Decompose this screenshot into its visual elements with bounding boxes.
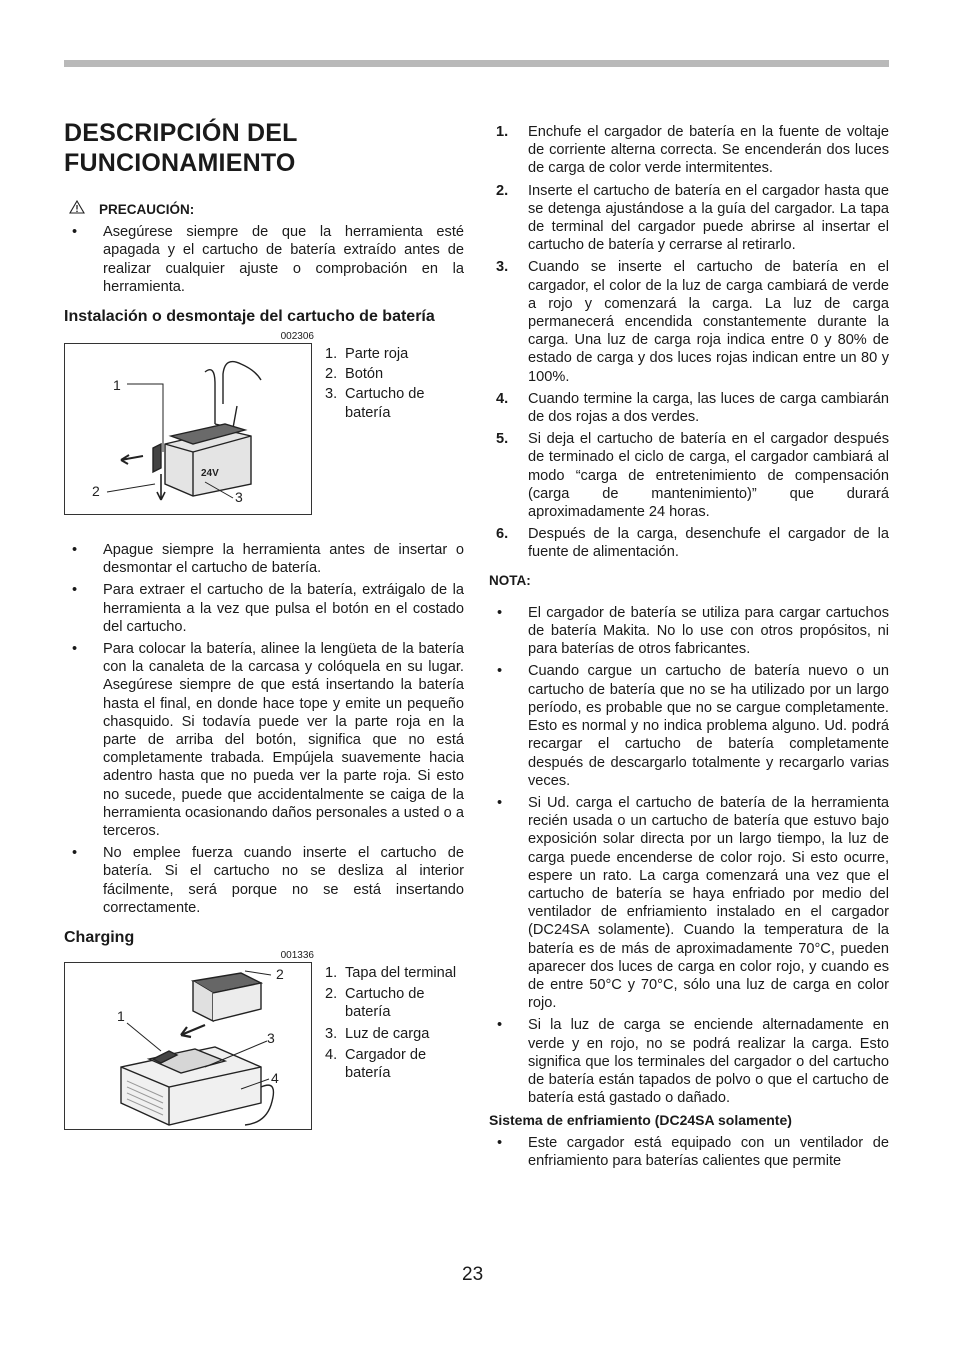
- svg-text:24V: 24V: [201, 468, 219, 480]
- list-item: • No emplee fuerza cuando inserte el cartucho de batería. Si el cartucho no se desliza al interior fácilmente, será porque no se está insertando correctamente.: [64, 844, 464, 917]
- list-item: • Cuando cargue un cartucho de batería nuevo o un cartucho de batería que no se ha utilizado por un largo período, es probable que no se cargue completamente. Esto es normal y no indica problema alguno. Ud. podrá recargar el cartucho de batería completamente después de descargarlo totalmente y recargarlo varias veces.: [489, 662, 889, 789]
- callout-2: 2: [92, 483, 100, 500]
- step-item: 6. Después de la carga, desenchufe el cargador de la fuente de alimentación.: [496, 526, 889, 561]
- callout-4: 4: [271, 1070, 279, 1087]
- page-title: DESCRIPCIÓN DEL FUNCIONAMIENTO: [64, 119, 298, 177]
- list-item: • Si Ud. carga el cartucho de batería de la herramienta recién usada o un cartucho de batería que estuvo bajo exposición solar directa por un largo tiempo, la luz de carga puede encenderse de color rojo. Si esto ocurre, espere un rato. La carga comenzará una vez que el cartucho de batería se haya enfriado por medio del ventilador de enfriamiento instalado en el cargador (DC24SA solamente). Cuando la temperatura de la batería es de más de aproximadamente 70°C, pueden aparecer dos luces de carga en color rojo, y cuando es de entre 50°C y 70°C, sólo una luz de carga en color rojo.: [489, 794, 889, 1012]
- legend-item: 3. Luz de carga: [325, 1025, 430, 1042]
- callout-3: 3: [235, 489, 243, 506]
- figure-battery-illustration: [64, 343, 312, 515]
- caution-list: [64, 223, 464, 296]
- legend-item: 1. Parte roja: [325, 346, 409, 363]
- legend-item: 2. Cartucho de batería: [325, 986, 425, 1021]
- figure-charger-illustration: [64, 962, 312, 1130]
- top-rule: [64, 60, 889, 67]
- step-item: 4. Cuando termine la carga, las luces de carga cambiarán de dos rojas a dos verdes.: [496, 390, 889, 426]
- step-item: 5. Si deja el cartucho de batería en el cargador después de terminado el ciclo de carga, el cargador cambiará al modo “carga de entretenimiento de compensación (carga de mantenimiento)” que durará aproximadamente 24 horas.: [496, 431, 889, 521]
- list-item: • Para colocar la batería, alinee la lengüeta de la batería con la canaleta de la carcasa y colóquela en su lugar. Asegúrese siempre de que está insertando la batería hasta el final, en donde hace tope y emite un pequeño chasquido. Si todavía puede ver la parte roja en la parte de arriba del botón, significa que no está completamente trabada. Empújela suavemente hacia adentro hasta que no pueda ver la parte roja. Si esto no sucede, puede que accidentalmente se caiga de la herramienta ocasionando daños personales a usted o a terceros.: [64, 640, 464, 840]
- callout-2: 2: [276, 966, 284, 983]
- battery-instructions-list: [64, 541, 464, 917]
- list-item: • Para extraer el cartucho de la batería, extráigalo de la herramienta a la vez que pulsa el botón en el costado del cartucho.: [64, 581, 464, 636]
- legend-item: 2. Botón: [325, 366, 384, 383]
- figure-code: 002306: [280, 331, 314, 343]
- right-column: [489, 123, 889, 1170]
- legend-item: 1. Tapa del terminal: [325, 965, 457, 982]
- cooling-heading: Sistema de enfriamiento (DC24SA solamente): [489, 1112, 792, 1129]
- step-item: 1. Enchufe el cargador de batería en la fuente de voltaje de corriente alterna correcta. Se encenderán dos luces de carga de color verde intermitentes.: [496, 124, 889, 177]
- figure-battery: [64, 343, 464, 515]
- caution-label: PRECAUCIÓN:: [99, 201, 195, 217]
- section-heading-charging: Charging: [64, 929, 135, 947]
- page-number: 23: [462, 1264, 484, 1285]
- charging-steps: [489, 123, 889, 562]
- callout-1: 1: [117, 1008, 125, 1025]
- callout-1: 1: [113, 377, 121, 394]
- step-item: 3. Cuando se inserte el cartucho de batería en el cargador, el color de la luz de carga cambiará de verde a rojo y comenzará la carga. La luz de carga permanecerá encendida constantemente durante la carga. Una luz de carga roja indica entre 0 y 80% de estado de carga y dos luces rojas indican entre un 80 y 100%.: [496, 259, 889, 385]
- list-item: • El cargador de batería se utiliza para cargar cartuchos de batería Makita. No lo use con otros propósitos, ni para baterías de otros fabricantes.: [489, 604, 889, 659]
- list-item: • Asegúrese siempre de que la herramienta esté apagada y el cartucho de batería extraído antes de realizar cualquier ajuste o comprobación en la herramienta.: [64, 223, 464, 296]
- cooling-list: [489, 1134, 889, 1170]
- figure-charger-legend: [325, 964, 464, 1082]
- legend-item: 4. Cargador de batería: [325, 1046, 427, 1082]
- list-item: • Este cargador está equipado con un ventilador de enfriamiento para baterías calientes que permite: [489, 1134, 889, 1170]
- step-item: 2. Inserte el cartucho de batería en el cargador hasta que se detenga ajustándose a la guía del cargador. La tapa de terminal del cargador puede abrirse al insertar el cartucho de batería y cerrarse al retirarlo.: [496, 182, 889, 254]
- figure-code: 001336: [280, 950, 314, 962]
- list-item: • Apague siempre la herramienta antes de insertar o desmontar el cartucho de batería.: [64, 541, 464, 577]
- callout-3: 3: [267, 1030, 275, 1047]
- note-list: [489, 604, 889, 1107]
- warning-triangle-icon: [69, 200, 85, 219]
- note-label: NOTA:: [489, 572, 531, 588]
- list-item: • Si la luz de carga se enciende alternadamente en verde y en rojo, no se podrá realizar la carga. Esto significa que los terminales del cargador o del cartucho de batería están tapados de polvo o que el cartucho de batería está gastado o dañado.: [489, 1016, 889, 1107]
- figure-battery-legend: [325, 345, 464, 422]
- legend-item: 3. Cartucho de batería: [325, 386, 425, 421]
- figure-charger: [64, 962, 464, 1130]
- section-heading-battery: Instalación o desmontaje del cartucho de batería: [64, 308, 435, 326]
- left-column: [64, 118, 464, 1130]
- caution-heading: [64, 200, 464, 219]
